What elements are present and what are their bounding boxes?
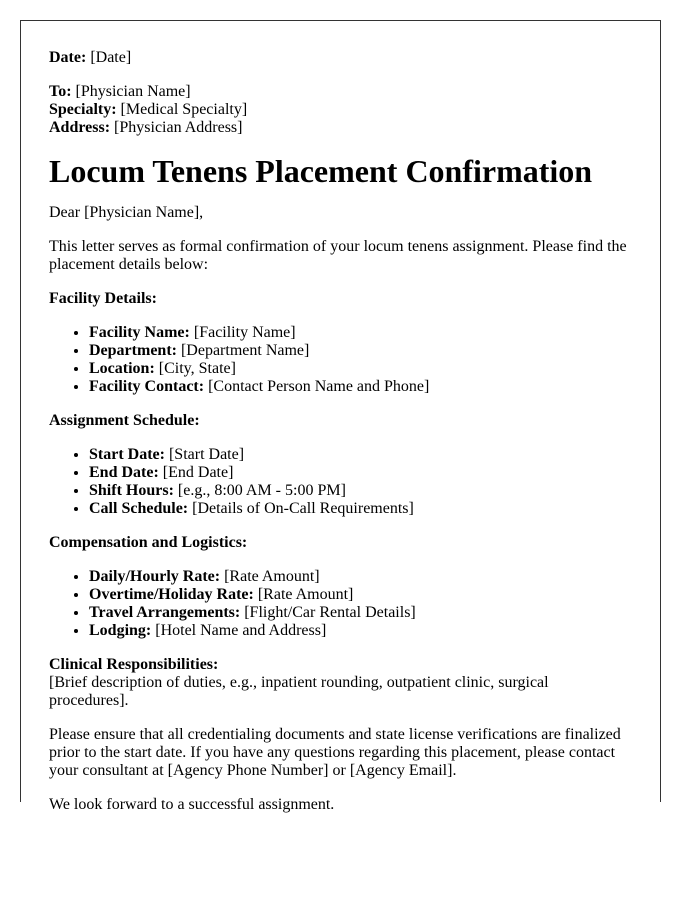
item-value: [End Date] xyxy=(162,464,234,481)
address-value: [Physician Address] xyxy=(114,119,243,136)
list-item xyxy=(89,622,632,640)
list-item xyxy=(89,500,632,518)
item-value: [Start Date] xyxy=(168,446,245,463)
closing-line: We look forward to a successful assignment. xyxy=(49,796,335,813)
section-heading-text: Compensation and Logistics: xyxy=(49,534,248,551)
item-label: Start Date: xyxy=(89,446,165,463)
date-line xyxy=(49,49,632,67)
item-value: [Rate Amount] xyxy=(224,568,320,585)
list-item xyxy=(89,324,632,342)
clinical-heading: Clinical Responsibilities: xyxy=(49,656,219,673)
item-value: [Details of On-Call Requirements] xyxy=(192,500,414,517)
specialty-line xyxy=(49,101,632,119)
item-label: Facility Name: xyxy=(89,324,190,341)
item-value: [Rate Amount] xyxy=(257,586,354,603)
list-item xyxy=(89,586,632,604)
item-value: [City, State] xyxy=(158,360,236,377)
list-item xyxy=(89,482,632,500)
item-value: [e.g., 8:00 AM - 5:00 PM] xyxy=(177,482,346,499)
item-value: [Department Name] xyxy=(180,342,310,359)
letter-page xyxy=(20,20,661,813)
list-item xyxy=(89,464,632,482)
closing-paragraph: Please ensure that all credentialing documents and state license verifications are finalized prior to the start date. If you have any questions regarding this placement, please contact your consultant at [Agency Phone Number] or [Agency Email]. xyxy=(49,726,621,779)
list-item xyxy=(89,604,632,622)
item-label: Overtime/Holiday Rate: xyxy=(89,586,254,603)
item-value: [Contact Person Name and Phone] xyxy=(208,378,430,395)
to-label: To: xyxy=(49,83,72,100)
item-label: End Date: xyxy=(89,464,159,481)
section-heading-text: Assignment Schedule: xyxy=(49,412,200,429)
item-value: [Flight/Car Rental Details] xyxy=(244,604,416,621)
specialty-value: [Medical Specialty] xyxy=(120,101,248,118)
assignment-schedule-list xyxy=(49,446,632,518)
list-item xyxy=(89,360,632,378)
to-line xyxy=(49,83,632,101)
section-heading-facility xyxy=(49,290,632,308)
intro-paragraph: This letter serves as formal confirmation of your locum tenens assignment. Please find the placement details below: xyxy=(49,238,627,273)
list-item xyxy=(89,342,632,360)
section-heading-compensation xyxy=(49,534,632,552)
list-item xyxy=(89,378,632,396)
item-label: Lodging: xyxy=(89,622,152,639)
address-label: Address: xyxy=(49,119,111,136)
address-line xyxy=(49,119,632,137)
recipient-block xyxy=(49,83,632,137)
date-value: [Date] xyxy=(90,49,132,66)
specialty-label: Specialty: xyxy=(49,101,117,118)
item-label: Facility Contact: xyxy=(89,378,205,395)
item-label: Location: xyxy=(89,360,155,377)
to-value: [Physician Name] xyxy=(75,83,191,100)
clinical-responsibilities xyxy=(49,656,632,710)
salutation: Dear [Physician Name], xyxy=(49,204,204,221)
item-label: Call Schedule: xyxy=(89,500,189,517)
list-item xyxy=(89,568,632,586)
item-value: [Facility Name] xyxy=(193,324,296,341)
item-value: [Hotel Name and Address] xyxy=(155,622,327,639)
compensation-logistics-list xyxy=(49,568,632,640)
item-label: Daily/Hourly Rate: xyxy=(89,568,221,585)
section-heading-schedule xyxy=(49,412,632,430)
item-label: Department: xyxy=(89,342,177,359)
date-label: Date: xyxy=(49,49,87,66)
facility-details-list xyxy=(49,324,632,396)
page-title: Locum Tenens Placement Confirmation xyxy=(49,153,593,189)
section-heading-text: Facility Details: xyxy=(49,290,157,307)
item-label: Shift Hours: xyxy=(89,482,174,499)
list-item xyxy=(89,446,632,464)
clinical-text: [Brief description of duties, e.g., inpatient rounding, outpatient clinic, surgical procedures]. xyxy=(49,674,549,709)
item-label: Travel Arrangements: xyxy=(89,604,241,621)
